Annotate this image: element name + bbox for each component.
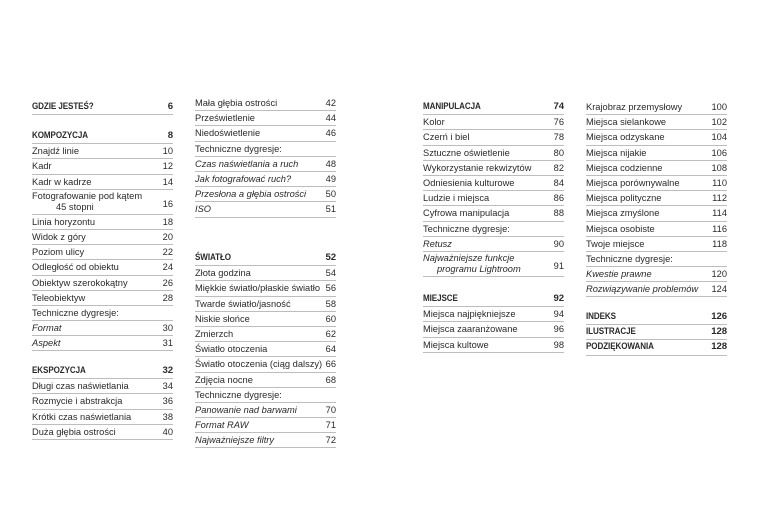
section-back-matter xyxy=(586,310,727,356)
entry-page: 112 xyxy=(712,193,727,204)
toc-entry[interactable] xyxy=(195,281,336,296)
entry-page: 31 xyxy=(162,338,173,349)
entry-page: 28 xyxy=(162,292,173,303)
entry-title: Zmierzch xyxy=(195,328,234,339)
section-heading[interactable] xyxy=(586,310,727,325)
entry-title: Rozwiązywanie problemów xyxy=(586,284,699,295)
entry-title: Długi czas naświetlania xyxy=(32,381,129,392)
toc-entry[interactable] xyxy=(195,187,336,202)
toc-entry[interactable] xyxy=(423,252,564,277)
entry-title-line-1: Najważniejsze funkcje xyxy=(423,252,515,263)
entry-title-line-2: 45 stopni xyxy=(56,201,94,212)
toc-entry[interactable] xyxy=(423,191,564,206)
section-ekspozycja xyxy=(32,364,173,440)
entry-page: 82 xyxy=(553,162,564,173)
entry-page: 124 xyxy=(711,284,727,295)
entry-title: Twarde światło/jasność xyxy=(195,298,291,309)
entry-page: 94 xyxy=(553,309,564,320)
heading-title: MIEJSCE xyxy=(423,293,458,304)
entry-page: 118 xyxy=(712,238,727,249)
entry-page: 90 xyxy=(553,238,564,249)
heading-page: 74 xyxy=(553,101,564,112)
entry-title: Miejsca osobiste xyxy=(586,223,655,234)
heading-title: GDZIE JESTEŚ? xyxy=(32,101,94,112)
entry-page: 20 xyxy=(162,231,173,242)
entry-page: 116 xyxy=(712,223,727,234)
section-heading[interactable] xyxy=(32,100,173,115)
toc-entry[interactable] xyxy=(32,394,173,409)
entry-title: Miejsca porównywalne xyxy=(586,177,680,188)
section-heading[interactable] xyxy=(32,364,173,379)
entry-page: 18 xyxy=(162,216,173,227)
entry-page: 120 xyxy=(711,269,727,280)
entry-title: Światło otoczenia (ciąg dalszy) xyxy=(195,359,323,370)
entry-page: 36 xyxy=(162,396,173,407)
entry-page: 72 xyxy=(325,435,336,446)
section-heading[interactable] xyxy=(423,292,564,307)
heading-page: 128 xyxy=(711,341,727,353)
toc-entry[interactable] xyxy=(195,403,336,418)
toc-entry[interactable] xyxy=(423,307,564,322)
entry-title: Mała głębia ostrości xyxy=(195,98,278,108)
heading-title: PODZIĘKOWANIA xyxy=(586,341,654,353)
entry-title: Miejsca nijakie xyxy=(586,147,647,158)
entry-title: Miejsca kultowe xyxy=(423,339,489,350)
entry-page: 110 xyxy=(712,177,727,188)
heading-title: KOMPOZYCJA xyxy=(32,130,89,141)
entry-page: 26 xyxy=(162,277,173,288)
entry-page: 86 xyxy=(553,193,564,204)
entry-title: Wykorzystanie rekwizytów xyxy=(423,162,532,173)
section-manipulacja xyxy=(423,100,564,277)
entry-title: Widok z góry xyxy=(32,231,86,242)
heading-page: 92 xyxy=(553,293,564,304)
toc-entry[interactable] xyxy=(195,126,336,141)
entry-title: Czerń i biel xyxy=(423,132,470,143)
toc-entry[interactable] xyxy=(32,175,173,190)
toc-entry[interactable] xyxy=(423,338,564,353)
toc-entry[interactable] xyxy=(586,146,727,161)
toc-subheading xyxy=(195,388,336,403)
entry-page: 22 xyxy=(162,247,173,258)
entry-title: Kadr xyxy=(32,161,52,172)
entry-page: 114 xyxy=(712,208,727,219)
toc-entry[interactable] xyxy=(32,245,173,260)
entry-title-line-1: Fotografowanie pod kątem xyxy=(32,190,143,201)
toc-entry[interactable] xyxy=(586,222,727,237)
entry-title: Znajdź linie xyxy=(32,146,80,157)
entry-title: Kadr w kadrze xyxy=(32,176,92,187)
entry-title: Retusz xyxy=(423,238,452,249)
toc-entry[interactable] xyxy=(32,215,173,230)
toc-entry[interactable] xyxy=(195,312,336,327)
entry-title: Obiektyw szerokokątny xyxy=(32,277,128,288)
entry-page: 104 xyxy=(711,132,727,143)
section-heading[interactable] xyxy=(586,340,727,355)
toc-entry[interactable] xyxy=(195,157,336,172)
entry-title: Panowanie nad barwami xyxy=(195,404,297,415)
entry-page: 16 xyxy=(162,198,173,209)
entry-title: Miejsca odzyskane xyxy=(586,132,665,143)
section-miejsce-cont xyxy=(586,100,727,297)
entry-title: Format xyxy=(32,323,62,334)
entry-page: 34 xyxy=(162,381,173,392)
toc-entry[interactable] xyxy=(32,321,173,336)
entry-title: Kwestie prawne xyxy=(586,269,652,280)
entry-title: Miejsca najpiękniejsze xyxy=(423,309,516,320)
toc-entry[interactable] xyxy=(423,161,564,176)
toc-entry[interactable] xyxy=(32,190,173,215)
toc-entry[interactable] xyxy=(423,206,564,221)
entry-title: Techniczne dygresje: xyxy=(32,307,119,318)
entry-title: Linia horyzontu xyxy=(32,216,96,227)
entry-title: Techniczne dygresje: xyxy=(586,253,673,264)
entry-title: Przesłona a głębia ostrości xyxy=(195,189,307,200)
toc-entry[interactable] xyxy=(32,410,173,425)
section-heading[interactable] xyxy=(586,325,727,340)
entry-title: Miejsca zmyślone xyxy=(586,208,660,219)
toc-entry[interactable] xyxy=(195,357,336,372)
entry-title: Czas naświetlania a ruch xyxy=(195,158,299,169)
entry-title: Format RAW xyxy=(195,420,249,431)
entry-page: 62 xyxy=(325,328,336,339)
toc-entry[interactable] xyxy=(423,115,564,130)
entry-title: Odległość od obiektu xyxy=(32,262,119,273)
toc-entry[interactable] xyxy=(586,206,727,221)
toc-entry[interactable] xyxy=(32,276,173,291)
toc-entry[interactable] xyxy=(32,291,173,306)
entry-page: 51 xyxy=(325,204,336,215)
entry-title: Prześwietlenie xyxy=(195,113,255,124)
section-heading[interactable] xyxy=(195,251,336,266)
section-gdzie xyxy=(32,100,173,115)
entry-page: 56 xyxy=(325,283,336,294)
entry-page: 60 xyxy=(325,313,336,324)
entry-page: 14 xyxy=(162,176,173,187)
heading-page: 52 xyxy=(325,252,336,263)
entry-page: 12 xyxy=(162,161,173,172)
entry-title: Techniczne dygresje: xyxy=(195,389,282,400)
entry-title: Najważniejsze filtry xyxy=(195,435,275,446)
toc-entry[interactable] xyxy=(423,130,564,145)
entry-page: 40 xyxy=(162,426,173,437)
toc-entry[interactable] xyxy=(32,159,173,174)
section-heading[interactable] xyxy=(423,100,564,115)
heading-page: 128 xyxy=(711,326,727,338)
entry-page: 58 xyxy=(325,298,336,309)
heading-page: 32 xyxy=(162,365,173,376)
toc-entry[interactable] xyxy=(586,237,727,252)
heading-page: 6 xyxy=(167,101,173,112)
entry-title xyxy=(32,191,172,213)
section-swiatlo xyxy=(195,251,336,448)
toc-entry[interactable] xyxy=(195,373,336,388)
toc-entry[interactable] xyxy=(32,425,173,440)
entry-title: ISO xyxy=(195,204,212,215)
entry-page: 68 xyxy=(325,374,336,385)
entry-title: Odniesienia kulturowe xyxy=(423,177,515,188)
entry-title: Miękkie światło/płaskie światło xyxy=(195,283,321,294)
toc-entry[interactable] xyxy=(423,322,564,337)
entry-page: 50 xyxy=(325,189,336,200)
entry-title xyxy=(423,253,563,275)
entry-title: Aspekt xyxy=(32,338,61,349)
entry-title: Twoje miejsce xyxy=(586,238,645,249)
entry-page: 38 xyxy=(162,411,173,422)
entry-title-line-2: programu Lightroom xyxy=(437,263,521,274)
heading-title: EKSPOZYCJA xyxy=(32,365,86,376)
entry-title: Cyfrowa manipulacja xyxy=(423,208,510,219)
section-kompozycja xyxy=(32,129,173,351)
toc-entry[interactable] xyxy=(586,130,727,145)
entry-page: 71 xyxy=(325,420,336,431)
entry-page: 96 xyxy=(553,324,564,335)
entry-title: Jak fotografować ruch? xyxy=(195,173,292,184)
entry-title: Rozmycie i abstrakcja xyxy=(32,396,123,407)
toc-entry[interactable] xyxy=(195,111,336,126)
entry-page: 98 xyxy=(553,339,564,350)
entry-title: Krajobraz przemysłowy xyxy=(586,102,683,112)
toc-subheading xyxy=(423,222,564,237)
entry-title: Miejsca zaaranżowane xyxy=(423,324,518,335)
toc-entry[interactable] xyxy=(195,342,336,357)
entry-title: Niskie słońce xyxy=(195,313,250,324)
entry-title: Zdjęcia nocne xyxy=(195,374,253,385)
toc-entry[interactable] xyxy=(32,379,173,394)
entry-title: Poziom ulicy xyxy=(32,247,85,258)
entry-page: 44 xyxy=(325,113,336,124)
section-heading[interactable] xyxy=(32,129,173,144)
entry-title: Techniczne dygresje: xyxy=(423,223,510,234)
toc-entry[interactable] xyxy=(423,237,564,252)
entry-page: 49 xyxy=(325,173,336,184)
entry-title: Ludzie i miejsca xyxy=(423,193,490,204)
entry-title: Światło otoczenia xyxy=(195,344,268,355)
section-ekspozycja-cont xyxy=(195,96,336,218)
entry-title: Miejsca sielankowe xyxy=(586,117,667,128)
toc-subheading xyxy=(32,306,173,321)
toc-entry[interactable] xyxy=(195,297,336,312)
entry-title: Sztuczne oświetlenie xyxy=(423,147,510,158)
entry-page: 30 xyxy=(162,323,173,334)
entry-title: Złota godzina xyxy=(195,268,251,279)
heading-title: MANIPULACJA xyxy=(423,101,481,112)
toc-entry[interactable] xyxy=(586,176,727,191)
entry-page: 54 xyxy=(325,268,336,279)
toc-entry[interactable] xyxy=(32,144,173,159)
entry-title: Kolor xyxy=(423,117,445,128)
entry-page: 64 xyxy=(325,344,336,355)
entry-title: Duża głębia ostrości xyxy=(32,426,116,437)
entry-page: 42 xyxy=(325,98,336,108)
entry-page: 88 xyxy=(553,208,564,219)
entry-page: 80 xyxy=(553,147,564,158)
toc-entry[interactable] xyxy=(586,115,727,130)
toc-entry[interactable] xyxy=(195,327,336,342)
toc-entry[interactable] xyxy=(195,172,336,187)
entry-page: 46 xyxy=(325,128,336,139)
toc-entry[interactable] xyxy=(586,267,727,282)
entry-title: Niedoświetlenie xyxy=(195,128,261,139)
toc-entry[interactable] xyxy=(32,336,173,351)
heading-page: 126 xyxy=(711,311,727,322)
entry-page: 48 xyxy=(325,158,336,169)
entry-title: Techniczne dygresje: xyxy=(195,143,282,154)
entry-page: 66 xyxy=(325,359,336,370)
entry-page: 91 xyxy=(553,260,564,271)
toc-entry[interactable] xyxy=(195,96,336,111)
heading-title: ŚWIATŁO xyxy=(195,252,231,263)
entry-page: 24 xyxy=(162,262,173,273)
toc-entry[interactable] xyxy=(423,176,564,191)
heading-title: INDEKS xyxy=(586,311,616,322)
toc-entry[interactable] xyxy=(32,260,173,275)
toc-entry[interactable] xyxy=(586,100,727,115)
entry-title: Miejsca polityczne xyxy=(586,193,662,204)
section-miejsce xyxy=(423,292,564,353)
toc-entry[interactable] xyxy=(586,282,727,297)
toc-entry[interactable] xyxy=(32,230,173,245)
entry-title: Miejsca codzienne xyxy=(586,162,663,173)
heading-page: 8 xyxy=(167,130,173,141)
toc-entry[interactable] xyxy=(423,146,564,161)
entry-page: 78 xyxy=(553,132,564,143)
entry-title: Krótki czas naświetlania xyxy=(32,411,132,422)
toc-entry[interactable] xyxy=(586,191,727,206)
toc-subheading xyxy=(586,252,727,267)
toc-entry[interactable] xyxy=(195,266,336,281)
toc-entry[interactable] xyxy=(586,161,727,176)
toc-entry[interactable] xyxy=(195,433,336,448)
toc-subheading xyxy=(195,142,336,157)
entry-page: 10 xyxy=(162,146,173,157)
entry-page: 100 xyxy=(711,102,727,112)
toc-entry[interactable] xyxy=(195,202,336,217)
entry-page: 76 xyxy=(553,117,564,128)
entry-page: 84 xyxy=(553,177,564,188)
entry-page: 108 xyxy=(711,162,727,173)
entry-page: 70 xyxy=(325,404,336,415)
entry-page: 102 xyxy=(711,117,727,128)
toc-entry[interactable] xyxy=(195,418,336,433)
heading-title: ILUSTRACJE xyxy=(586,326,636,338)
entry-title: Teleobiektyw xyxy=(32,292,86,303)
entry-page: 106 xyxy=(711,147,727,158)
